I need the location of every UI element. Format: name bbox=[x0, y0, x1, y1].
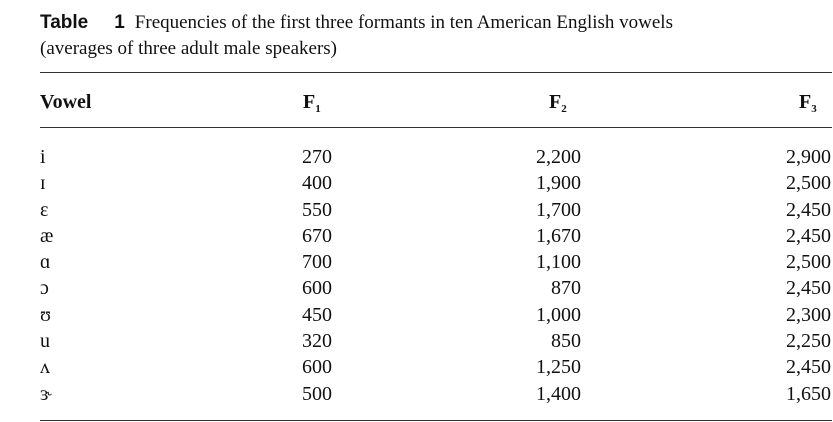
table-row bbox=[0, 171, 833, 197]
table-number: 1 bbox=[114, 12, 125, 33]
table-body bbox=[0, 145, 833, 408]
table-row bbox=[0, 382, 833, 408]
header-f2-letter: F bbox=[549, 91, 562, 113]
cell-vowel: ɝ bbox=[40, 382, 52, 405]
table-row bbox=[0, 329, 833, 355]
header-f2-subscript: 2 bbox=[561, 103, 567, 115]
cell-vowel: ɑ bbox=[40, 251, 51, 274]
cell-f2: 1,000 bbox=[536, 303, 581, 326]
table-row bbox=[0, 224, 833, 250]
cell-f2: 2,200 bbox=[536, 146, 581, 168]
caption-text-1: Frequencies of the first three formants in ten American English vowels bbox=[134, 12, 673, 33]
cell-f3: 2,450 bbox=[786, 277, 831, 300]
cell-vowel: ʌ bbox=[40, 356, 50, 379]
header-f3-subscript: 3 bbox=[811, 103, 817, 115]
table-row bbox=[0, 145, 833, 171]
cell-f1: 500 bbox=[302, 382, 332, 405]
cell-vowel: ʊ bbox=[40, 303, 51, 326]
cell-f1: 270 bbox=[302, 146, 332, 168]
cell-f2: 850 bbox=[551, 330, 581, 353]
bottom-rule bbox=[40, 420, 832, 421]
cell-f3: 1,650 bbox=[786, 382, 831, 405]
cell-vowel: æ bbox=[40, 224, 54, 247]
caption-line-1 bbox=[40, 10, 820, 36]
cell-f3: 2,450 bbox=[786, 198, 831, 221]
header-f1-letter: F bbox=[303, 91, 316, 113]
table-caption bbox=[40, 10, 820, 62]
table-row bbox=[0, 303, 833, 329]
caption-line-2: (averages of three adult male speakers) bbox=[40, 38, 337, 59]
cell-vowel: ɪ bbox=[40, 172, 46, 195]
cell-f1: 400 bbox=[302, 172, 332, 195]
cell-vowel: ɛ bbox=[40, 198, 49, 221]
table-row bbox=[0, 355, 833, 381]
cell-f2: 1,250 bbox=[536, 356, 581, 379]
top-rule bbox=[40, 72, 832, 73]
header-f3 bbox=[799, 90, 817, 114]
header-f1 bbox=[303, 90, 321, 114]
cell-f1: 670 bbox=[302, 224, 332, 247]
cell-f3: 2,500 bbox=[786, 172, 831, 195]
cell-vowel: ɔ bbox=[40, 277, 49, 300]
cell-f1: 320 bbox=[302, 330, 332, 353]
cell-vowel: i bbox=[40, 146, 46, 168]
cell-f2: 1,670 bbox=[536, 224, 581, 247]
table-row bbox=[0, 276, 833, 302]
header-f1-subscript: 1 bbox=[315, 103, 321, 115]
cell-f2: 1,400 bbox=[536, 382, 581, 405]
header-f2 bbox=[549, 90, 567, 114]
cell-f3: 2,300 bbox=[786, 303, 831, 326]
cell-f1: 700 bbox=[302, 251, 332, 274]
cell-f1: 600 bbox=[302, 356, 332, 379]
cell-f3: 2,500 bbox=[786, 251, 831, 274]
header-f3-letter: F bbox=[799, 91, 812, 113]
header-vowel: Vowel bbox=[40, 91, 92, 113]
cell-f2: 870 bbox=[551, 277, 581, 300]
cell-f3: 2,250 bbox=[786, 330, 831, 353]
header-rule bbox=[40, 127, 832, 128]
table-row bbox=[0, 250, 833, 276]
cell-f3: 2,450 bbox=[786, 224, 831, 247]
cell-vowel: u bbox=[40, 330, 50, 353]
cell-f1: 600 bbox=[302, 277, 332, 300]
cell-f1: 450 bbox=[302, 303, 332, 326]
cell-f3: 2,900 bbox=[786, 146, 831, 168]
cell-f2: 1,700 bbox=[536, 198, 581, 221]
cell-f1: 550 bbox=[302, 198, 332, 221]
table-row bbox=[0, 198, 833, 224]
cell-f2: 1,900 bbox=[536, 172, 581, 195]
cell-f2: 1,100 bbox=[536, 251, 581, 274]
cell-f3: 2,450 bbox=[786, 356, 831, 379]
table-label: Table bbox=[40, 12, 89, 33]
